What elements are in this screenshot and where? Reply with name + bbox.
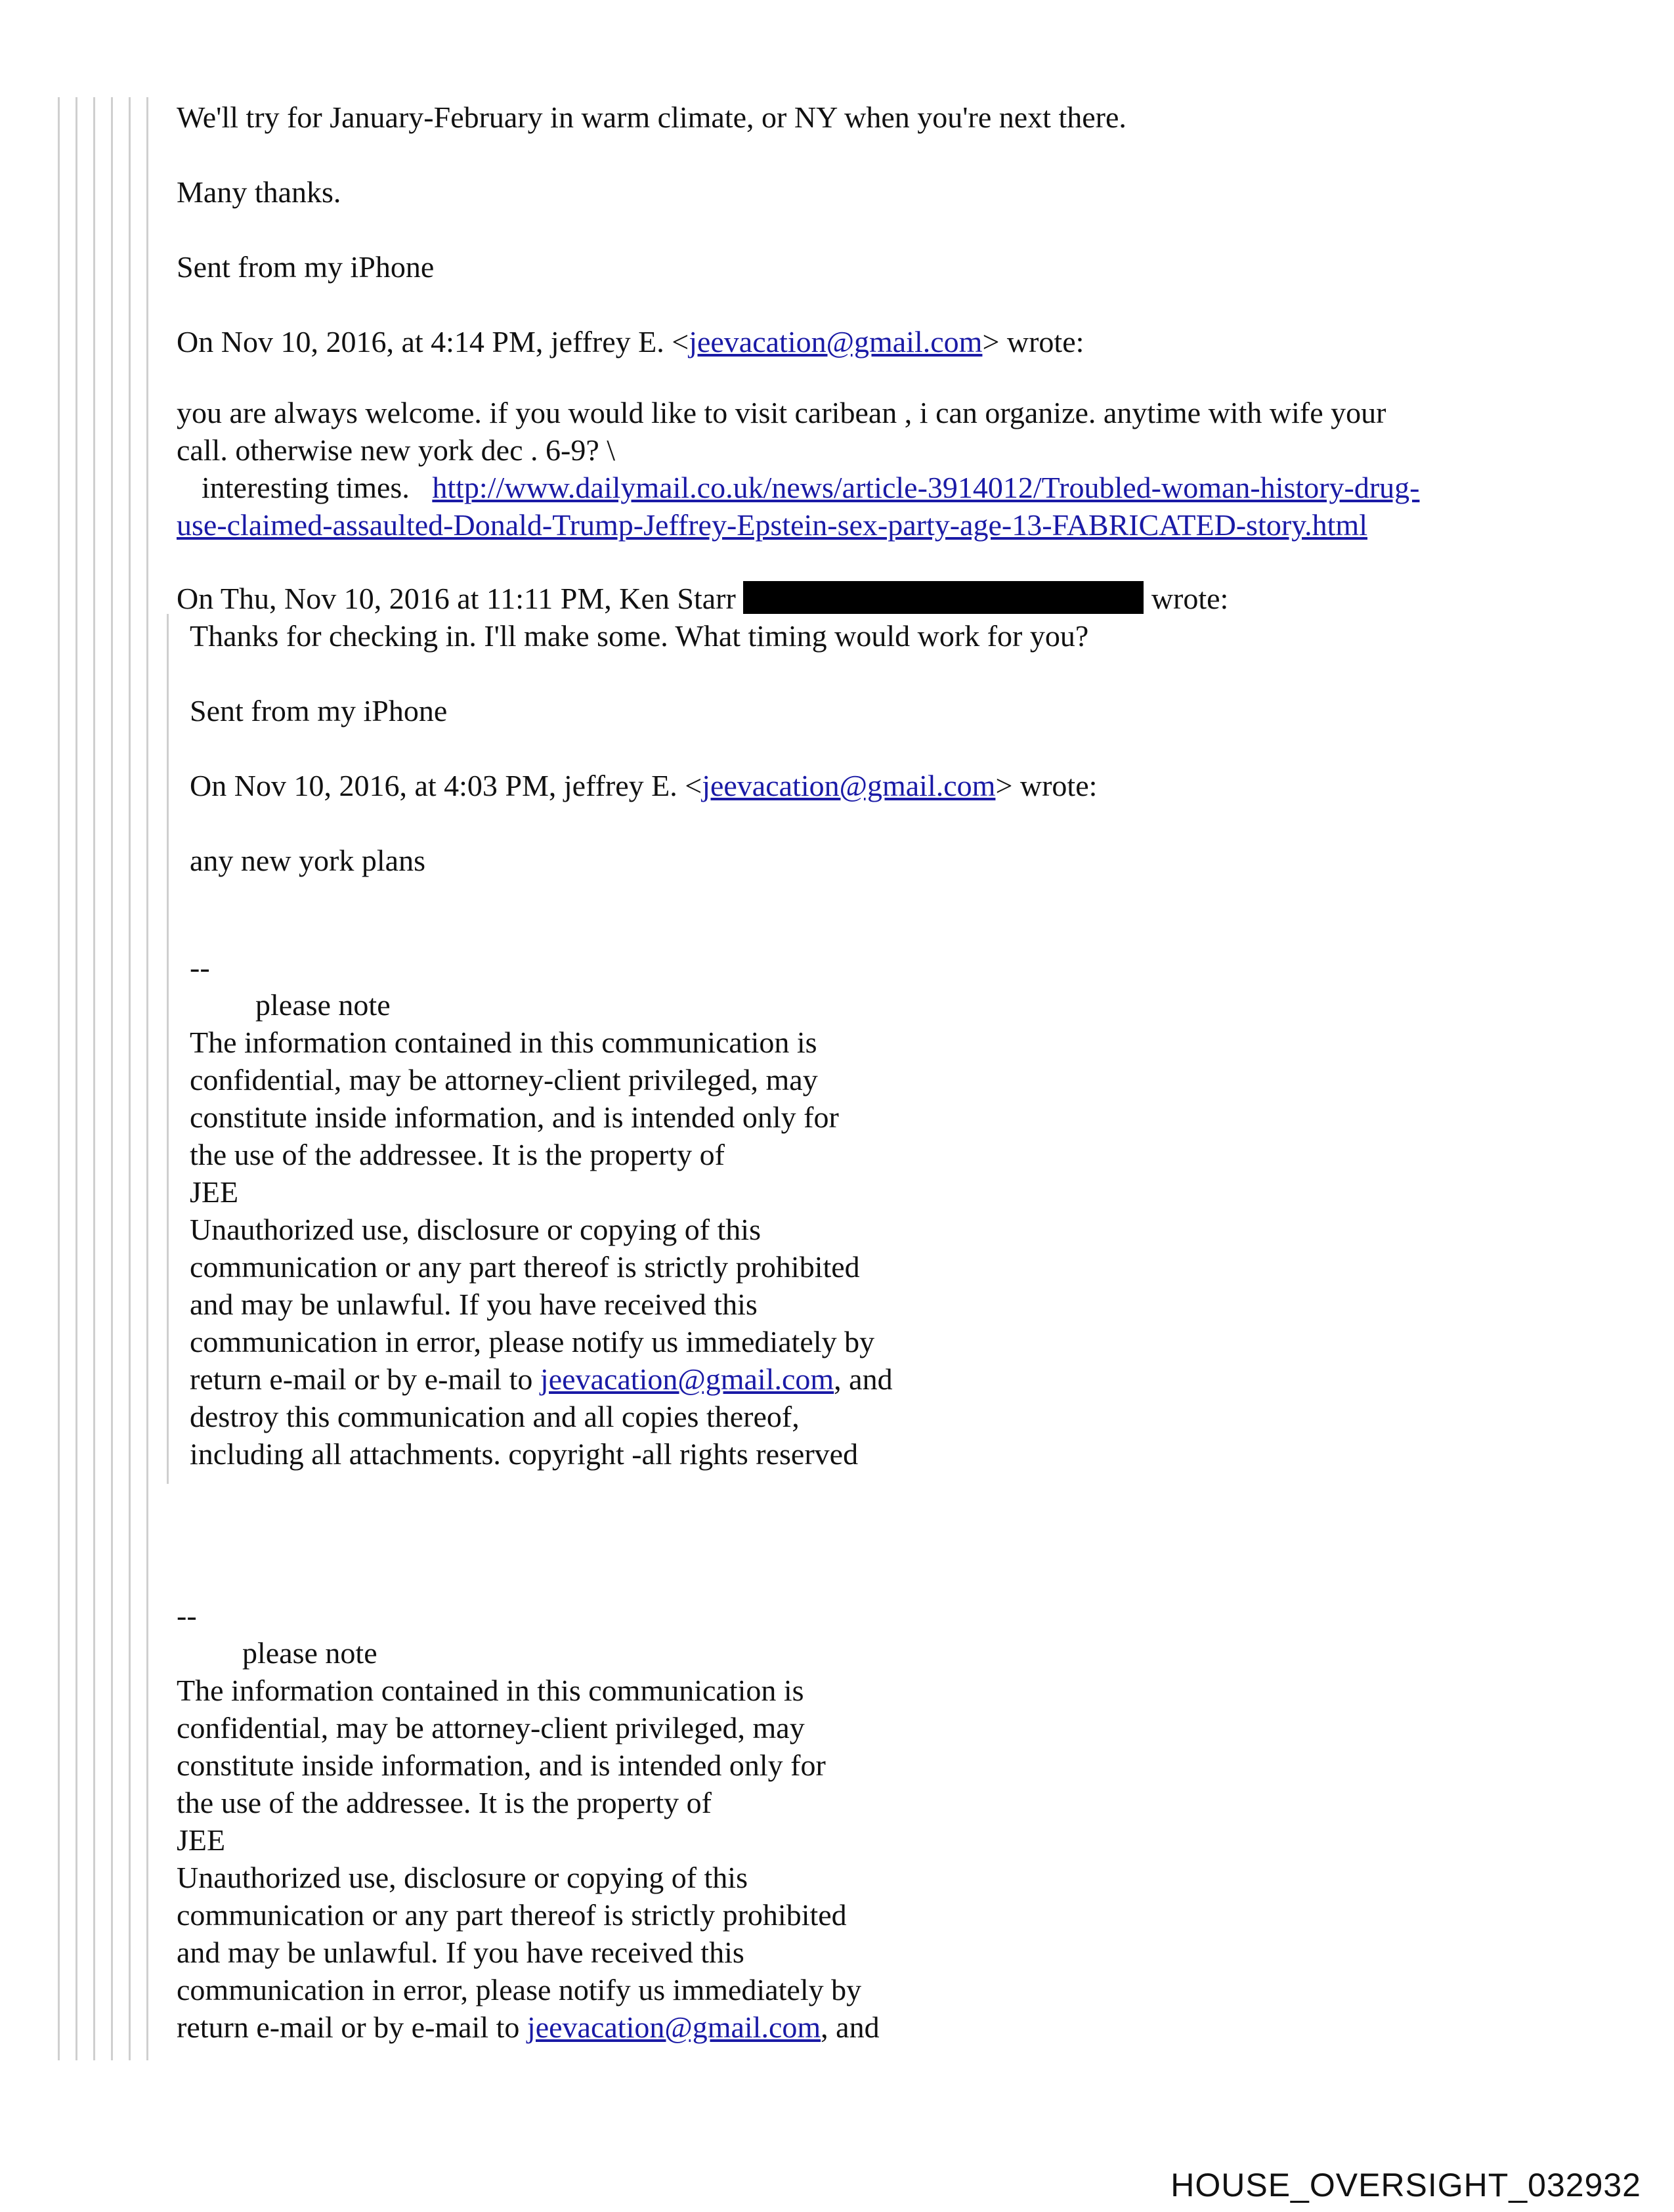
text-line: the use of the addressee. It is the property of xyxy=(177,1786,712,1819)
text-line: and may be unlawful. If you have received this xyxy=(177,1936,744,1969)
text-line: including all attachments. copyright -all rights reserved xyxy=(190,1437,859,1471)
article-link-cont[interactable]: use-claimed-assaulted-Donald-Trump-Jeffrey-Epstein-sex-party-age-13-FABRICATED-story.html xyxy=(177,508,1367,542)
text-line: communication or any part thereof is strictly prohibited xyxy=(177,1898,847,1932)
message-block xyxy=(177,394,1419,544)
text-line: and may be unlawful. If you have received this xyxy=(190,1288,758,1321)
quote-bar xyxy=(58,97,60,2060)
reply-block xyxy=(177,98,1127,360)
quote-header: On Nov 10, 2016, at 4:03 PM, jeffrey E. <jeevacation@gmail.com> wrote: xyxy=(190,769,1098,802)
email-link[interactable]: jeevacation@gmail.com xyxy=(689,325,983,358)
disclaimer-title: please note xyxy=(255,988,391,1022)
text-line: Unauthorized use, disclosure or copying of this xyxy=(190,1213,761,1246)
signature-dashes: -- xyxy=(190,951,210,984)
nested-message xyxy=(190,617,1097,879)
text-line: We'll try for January-February in warm climate, or NY when you're next there. xyxy=(177,100,1127,134)
quote-bar xyxy=(75,97,77,2060)
signature-dashes: -- xyxy=(177,1599,197,1632)
text-line: destroy this communication and all copies thereof, xyxy=(190,1400,800,1433)
text-line: Unauthorized use, disclosure or copying of this xyxy=(177,1861,748,1894)
quote-bar xyxy=(111,97,113,2060)
text-line: the use of the addressee. It is the property of xyxy=(190,1138,725,1171)
redaction-bar xyxy=(743,581,1144,614)
email-link[interactable]: jeevacation@gmail.com xyxy=(526,2010,821,2044)
text-line xyxy=(177,506,1419,544)
text-line: confidential, may be attorney-client privileged, may xyxy=(190,1063,818,1096)
disclaimer-nested xyxy=(190,949,893,1473)
text-line: Many thanks. xyxy=(177,175,341,209)
quote-bar xyxy=(129,97,131,2060)
disclaimer-outer xyxy=(177,1597,880,2046)
text-line: The information contained in this communication is xyxy=(177,1674,804,1707)
quote-bar xyxy=(146,97,148,2060)
text-line: communication in error, please notify us immediately by xyxy=(177,1973,862,2006)
text-line: constitute inside information, and is intended only for xyxy=(190,1100,839,1134)
text-line: Thanks for checking in. I'll make some. What timing would work for you? xyxy=(190,619,1089,653)
text-line: communication or any part thereof is strictly prohibited xyxy=(190,1250,860,1284)
email-link[interactable]: jeevacation@gmail.com xyxy=(540,1362,834,1396)
text-line: JEE xyxy=(190,1175,239,1209)
quote-bar xyxy=(93,97,95,2060)
text-line: call. otherwise new york dec . 6-9? \ xyxy=(177,433,616,467)
text-line: The information contained in this communication is xyxy=(190,1026,817,1059)
quote-header: On Nov 10, 2016, at 4:14 PM, jeffrey E. <jeevacation@gmail.com> wrote: xyxy=(177,325,1084,358)
article-link[interactable]: http://www.dailymail.co.uk/news/article-3914012/Troubled-woman-history-drug- xyxy=(432,471,1420,504)
disclaimer-title: please note xyxy=(242,1636,377,1670)
nested-quote-bar xyxy=(167,614,169,1484)
signature-line: Sent from my iPhone xyxy=(177,250,435,284)
quote-header: On Thu, Nov 10, 2016 at 11:11 PM, Ken Starr wrote: xyxy=(177,582,1229,615)
text-line: return e-mail or by e-mail to jeevacation@gmail.com, and xyxy=(190,1362,893,1396)
email-link[interactable]: jeevacation@gmail.com xyxy=(702,769,996,802)
text-line: you are always welcome. if you would like to visit caribean , i can organize. anytime with wife your xyxy=(177,396,1386,429)
text-line: interesting times. http://www.dailymail.co.uk/news/article-3914012/Troubled-woman-history-drug- xyxy=(202,471,1420,504)
text-line: constitute inside information, and is intended only for xyxy=(177,1748,826,1782)
text-line: return e-mail or by e-mail to jeevacation@gmail.com, and xyxy=(177,2010,880,2044)
text-line: confidential, may be attorney-client privileged, may xyxy=(177,1711,805,1745)
text-line: any new york plans xyxy=(190,844,425,877)
text-line: JEE xyxy=(177,1823,226,1857)
text-line: communication in error, please notify us immediately by xyxy=(190,1325,875,1358)
bates-stamp: HOUSE_OVERSIGHT_032932 xyxy=(1170,2167,1641,2203)
signature-line: Sent from my iPhone xyxy=(190,694,448,727)
